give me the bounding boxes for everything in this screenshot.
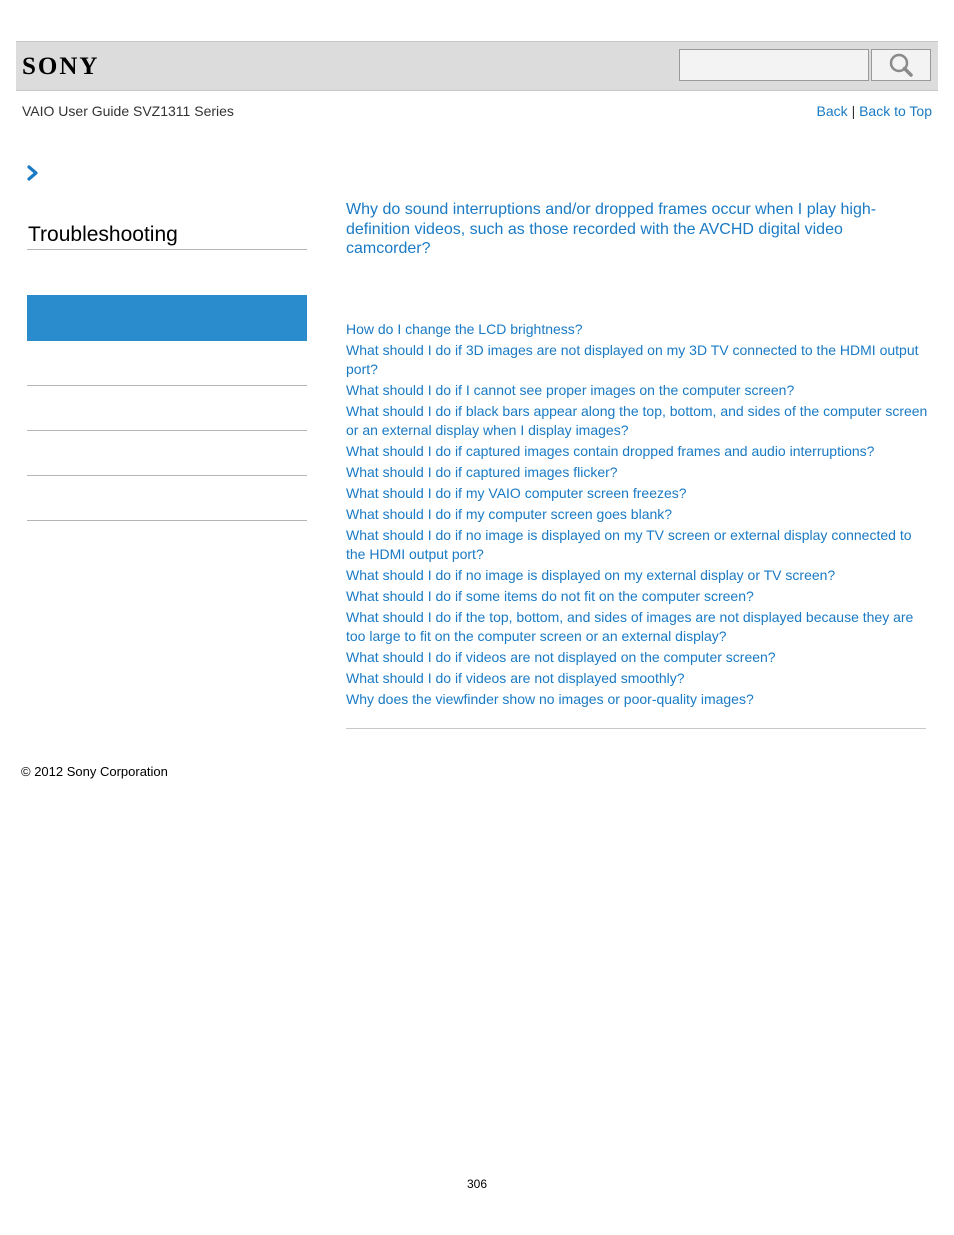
related-link[interactable]: What should I do if the top, bottom, and sides of images are not displayed because they are too large to fit on the computer screen or an external display? <box>346 609 914 644</box>
related-link[interactable]: What should I do if some items do not fit on the computer screen? <box>346 588 754 604</box>
search-input[interactable] <box>679 49 869 81</box>
section-divider <box>27 249 307 250</box>
top-nav <box>817 103 932 119</box>
search-button[interactable] <box>871 49 931 81</box>
section-title: Troubleshooting <box>28 223 178 246</box>
related-link[interactable]: What should I do if black bars appear along the top, bottom, and sides of the computer screen or an external display when I display images? <box>346 403 928 438</box>
side-menu-item[interactable] <box>27 431 307 476</box>
related-link[interactable]: What should I do if my VAIO computer screen freezes? <box>346 485 687 501</box>
magnifier-icon <box>888 52 914 78</box>
chevron-right-icon[interactable] <box>26 165 40 181</box>
sony-logo[interactable]: SONY <box>22 53 100 80</box>
related-link[interactable]: How do I change the LCD brightness? <box>346 321 583 337</box>
side-menu-item[interactable] <box>27 386 307 431</box>
related-links <box>346 320 928 711</box>
back-link[interactable]: Back <box>816 103 848 119</box>
copyright: © 2012 Sony Corporation <box>21 764 168 779</box>
guide-title: VAIO User Guide SVZ1311 Series <box>22 103 234 119</box>
related-link[interactable]: What should I do if videos are not displayed smoothly? <box>346 670 685 686</box>
content-divider <box>346 728 926 729</box>
header-bar <box>16 41 938 91</box>
side-menu-item[interactable] <box>27 341 307 386</box>
related-link[interactable]: What should I do if I cannot see proper images on the computer screen? <box>346 382 795 398</box>
back-to-top-link[interactable]: Back to Top <box>859 103 932 119</box>
related-link[interactable]: What should I do if my computer screen goes blank? <box>346 506 673 522</box>
page-number: 306 <box>466 1177 488 1191</box>
related-link[interactable]: What should I do if captured images flicker? <box>346 464 618 480</box>
related-link[interactable]: What should I do if captured images contain dropped frames and audio interruptions? <box>346 443 875 459</box>
related-link[interactable]: What should I do if videos are not displayed on the computer screen? <box>346 649 776 665</box>
side-menu-item-active[interactable] <box>27 295 307 341</box>
related-link[interactable]: What should I do if no image is displayed on my external display or TV screen? <box>346 567 836 583</box>
related-link[interactable]: What should I do if 3D images are not displayed on my 3D TV connected to the HDMI output port? <box>346 342 919 377</box>
question-heading: Why do sound interruptions and/or dropped frames occur when I play high-definition videos, such as those recorded with the AVCHD digital video camcorder? <box>346 201 877 257</box>
side-menu-item[interactable] <box>27 476 307 521</box>
related-link[interactable]: What should I do if no image is displayed on my TV screen or external display connected to the HDMI output port? <box>346 527 912 562</box>
side-menu <box>27 295 307 521</box>
nav-separator: | <box>851 103 856 119</box>
related-link[interactable]: Why does the viewfinder show no images or poor-quality images? <box>346 691 754 707</box>
